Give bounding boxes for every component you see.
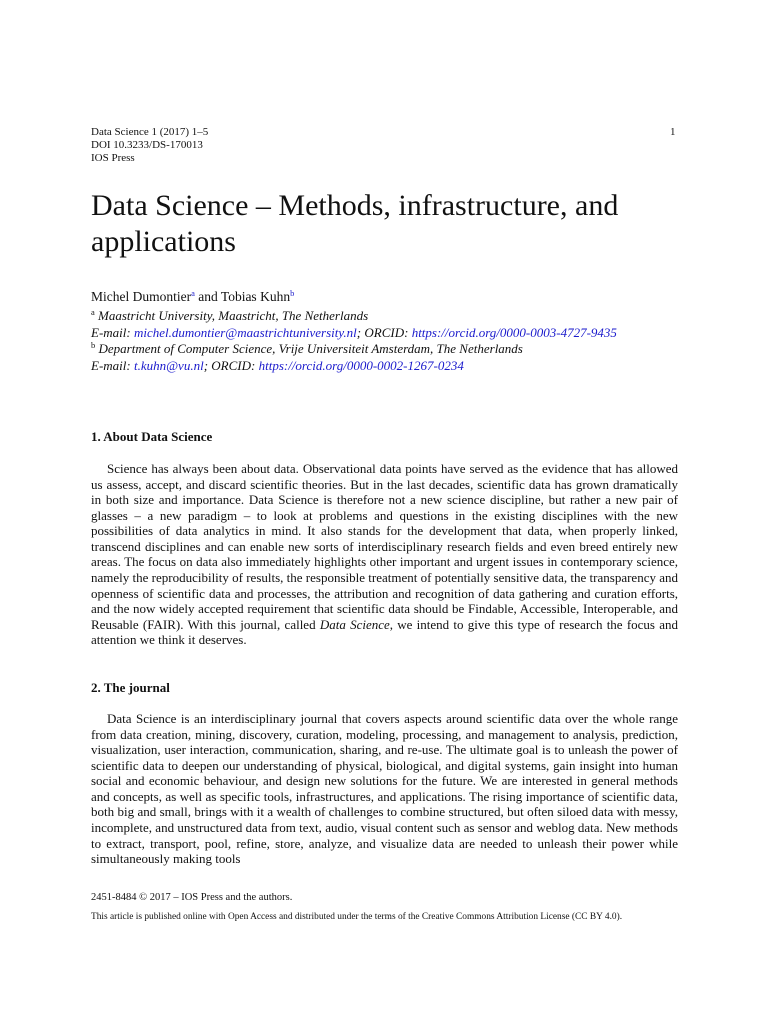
author-list <box>91 288 294 306</box>
paragraph: Science has always been about data. Observational data points have served as the evidence that has allowed us assess, accept, and discard scientific theories. But in the last decades, scientific data has grown dramatically in both size and importance. Data Science is therefore not a new science discipline, but rather a new pair of glasses – a new paradigm – to look at problems and questions in the existing disciplines with the new possibilities of data analytics in mind. It also stands for the development that data, when properly linked, transcend disciplines and can enable new sorts of interdisciplinary research fields and even breed entirely new areas. The focus on data also immediately highlights other important and urgent issues in contemporary science, namely the reproducibility of results, the responsible treatment of potentially sensitive data, the transparency and openness of scientific data and processes, the attribution and recognition of data gathering and curation efforts, and the now widely accepted requirement that scientific data should be Findable, Accessible, Interoperable, and Reusable (FAIR). With this journal, called Data Science, we intend to give this type of research the focus and attention we think it deserves. <box>91 461 678 648</box>
orcid-link[interactable]: https://orcid.org/0000-0003-4727-9435 <box>411 324 617 340</box>
section-heading: 2. The journal <box>91 680 170 695</box>
copyright-line: 2451-8484 © 2017 – IOS Press and the authors. <box>91 892 293 903</box>
affiliation-marker[interactable]: b <box>290 288 295 298</box>
affiliation-a: $^a$ Maastricht University, Maastricht, The Netherlands <box>91 307 369 323</box>
affiliation-marker[interactable]: a <box>191 288 195 298</box>
contact-a: E-mail: michel.dumontier@maastrichtuniversity.nl; ORCID: https://orcid.org/0000-0003-4727-9435 <box>91 324 617 340</box>
author-name: Tobias Kuhn <box>220 289 291 304</box>
license-line: This article is published online with Open Access and distributed under the terms of the Creative Commons Attribution License (CC BY 4.0). <box>91 912 623 922</box>
section-body <box>91 461 678 648</box>
section-heading: 1. About Data Science <box>91 429 213 444</box>
section-body <box>91 711 678 867</box>
email-link[interactable]: michel.dumontier@maastrichtuniversity.nl <box>133 324 357 340</box>
doi: DOI 10.3233/DS-170013 <box>91 139 203 151</box>
orcid-link[interactable]: https://orcid.org/0000-0002-1267-0234 <box>258 357 464 373</box>
affiliation-b: $^b$ Department of Computer Science, Vrije Universiteit Amsterdam, The Netherlands <box>91 340 523 357</box>
running-header <box>91 126 208 165</box>
journal-citation: Data Science 1 (2017) 1–5 <box>91 126 209 138</box>
email-link[interactable]: t.kuhn@vu.nl <box>133 357 204 373</box>
affiliations <box>91 308 617 374</box>
page-number: 1 <box>670 126 676 138</box>
author-name: Michel Dumontier <box>91 289 192 304</box>
paragraph: Data Science is an interdisciplinary journal that covers aspects around scientific data over the whole range from data creation, mining, discovery, curation, modeling, processing, and management to analysis, prediction, visualization, user interaction, communication, sharing, and re-use. The ultimate goal is to unleash the power of scientific data to deepen our understanding of physical, biological, and digital systems, gain insight into human social and economic behaviour, and design new solutions for the future. We are interested in general methods and concepts, as well as specific tools, infrastructures, and applications. The rising importance of scientific data, both big and small, brings with it a wealth of challenges to combine structured, but often siloed data with messy, incomplete, and unstructured data from text, audio, visual content such as sensor and weblog data. New methods to extract, transport, pool, refine, store, analyze, and visualize data are needed to unleash their power while simultaneously making tools <box>91 711 678 867</box>
article-title: Data Science – Methods, infrastructure, and applications <box>91 189 619 258</box>
publisher: IOS Press <box>91 152 135 164</box>
contact-b: E-mail: t.kuhn@vu.nl; ORCID: https://orcid.org/0000-0002-1267-0234 <box>91 357 464 373</box>
author-connector: and <box>194 289 221 304</box>
